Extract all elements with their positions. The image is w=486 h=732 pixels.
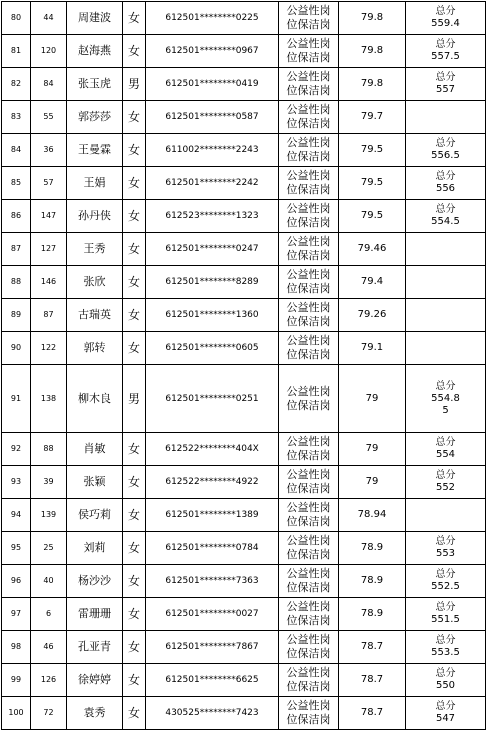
row-number-cell: 91 xyxy=(2,365,31,433)
score-cell: 79 xyxy=(339,433,406,466)
total-line: 总分 xyxy=(435,569,456,580)
position-line: 公益性岗 xyxy=(286,501,331,514)
table-row xyxy=(2,2,486,35)
id-number-cell: 612501********6625 xyxy=(146,664,279,697)
position-cell xyxy=(279,68,339,101)
score-cell: 78.94 xyxy=(339,499,406,532)
total-line: 总分 xyxy=(435,602,456,613)
id-number-cell: 612501********8289 xyxy=(146,266,279,299)
total-cell xyxy=(406,631,486,664)
id-number-cell: 612501********0247 xyxy=(146,233,279,266)
total-cell xyxy=(406,233,486,266)
id-number-cell: 612501********0251 xyxy=(146,365,279,433)
total-line: 557.5 xyxy=(431,51,460,62)
row-number-cell: 81 xyxy=(2,35,31,68)
table-row xyxy=(2,101,486,134)
gender-cell: 女 xyxy=(123,266,146,299)
name-cell: 郭转 xyxy=(67,332,123,365)
total-line: 总分 xyxy=(435,701,456,712)
sequence-cell: 57 xyxy=(31,167,67,200)
total-line: 556 xyxy=(435,183,456,194)
row-number-cell: 84 xyxy=(2,134,31,167)
sequence-cell: 44 xyxy=(31,2,67,35)
gender-cell: 女 xyxy=(123,565,146,598)
sequence-cell: 139 xyxy=(31,499,67,532)
position-line: 位保洁岗 xyxy=(286,282,331,295)
sequence-cell: 39 xyxy=(31,466,67,499)
total-cell xyxy=(406,598,486,631)
id-number-cell: 430525********7423 xyxy=(146,697,279,730)
name-cell: 王娟 xyxy=(67,167,123,200)
position-line: 公益性岗 xyxy=(286,301,331,314)
position-cell xyxy=(279,266,339,299)
table-row xyxy=(2,332,486,365)
gender-cell: 女 xyxy=(123,598,146,631)
name-cell: 杨沙沙 xyxy=(67,565,123,598)
position-cell xyxy=(279,299,339,332)
total-line: 总分 xyxy=(435,470,456,481)
sequence-cell: 88 xyxy=(31,433,67,466)
position-line: 位保洁岗 xyxy=(286,647,331,660)
total-line: 总分 xyxy=(435,171,456,182)
position-cell xyxy=(279,200,339,233)
total-cell xyxy=(406,433,486,466)
position-line: 位保洁岗 xyxy=(286,713,331,726)
position-cell xyxy=(279,532,339,565)
gender-cell: 男 xyxy=(123,68,146,101)
position-line: 公益性岗 xyxy=(286,666,331,679)
total-cell xyxy=(406,101,486,134)
row-number-cell: 85 xyxy=(2,167,31,200)
position-line: 公益性岗 xyxy=(286,4,331,17)
table-row xyxy=(2,233,486,266)
sequence-cell: 147 xyxy=(31,200,67,233)
table-row xyxy=(2,68,486,101)
position-line: 公益性岗 xyxy=(286,103,331,116)
gender-cell: 女 xyxy=(123,532,146,565)
id-number-cell: 612501********0225 xyxy=(146,2,279,35)
gender-cell: 女 xyxy=(123,697,146,730)
total-line: 556.5 xyxy=(431,150,460,161)
score-cell: 78.9 xyxy=(339,598,406,631)
position-line: 位保洁岗 xyxy=(286,398,331,412)
position-cell xyxy=(279,35,339,68)
total-cell xyxy=(406,134,486,167)
score-cell: 79.26 xyxy=(339,299,406,332)
score-cell: 79.5 xyxy=(339,200,406,233)
total-line: 554.8 xyxy=(431,392,460,404)
row-number-cell: 93 xyxy=(2,466,31,499)
table-row xyxy=(2,631,486,664)
gender-cell: 女 xyxy=(123,200,146,233)
sequence-cell: 40 xyxy=(31,565,67,598)
position-line: 公益性岗 xyxy=(286,70,331,83)
row-number-cell: 96 xyxy=(2,565,31,598)
name-cell: 张颖 xyxy=(67,466,123,499)
name-cell: 孔亚青 xyxy=(67,631,123,664)
table-row xyxy=(2,365,486,433)
total-line: 总分 xyxy=(435,72,456,83)
total-cell xyxy=(406,664,486,697)
id-number-cell: 612501********1360 xyxy=(146,299,279,332)
total-line: 559.4 xyxy=(431,18,460,29)
table-row xyxy=(2,433,486,466)
id-number-cell: 612501********7363 xyxy=(146,565,279,598)
position-line: 公益性岗 xyxy=(286,699,331,712)
row-number-cell: 98 xyxy=(2,631,31,664)
position-line: 位保洁岗 xyxy=(286,614,331,627)
total-line: 总分 xyxy=(435,635,456,646)
position-line: 公益性岗 xyxy=(286,384,331,398)
name-cell: 徐婷婷 xyxy=(67,664,123,697)
results-table-body xyxy=(2,2,486,730)
position-cell xyxy=(279,466,339,499)
total-line: 553 xyxy=(435,548,456,559)
position-line: 公益性岗 xyxy=(286,37,331,50)
id-number-cell: 612522********404X xyxy=(146,433,279,466)
gender-cell: 女 xyxy=(123,299,146,332)
gender-cell: 女 xyxy=(123,233,146,266)
score-cell: 78.7 xyxy=(339,631,406,664)
score-cell: 79.7 xyxy=(339,101,406,134)
total-line: 总分 xyxy=(435,380,456,392)
score-cell: 79.5 xyxy=(339,134,406,167)
row-number-cell: 88 xyxy=(2,266,31,299)
total-line: 总分 xyxy=(435,668,456,679)
total-cell xyxy=(406,167,486,200)
position-cell xyxy=(279,664,339,697)
sequence-cell: 146 xyxy=(31,266,67,299)
row-number-cell: 99 xyxy=(2,664,31,697)
position-line: 位保洁岗 xyxy=(286,117,331,130)
position-line: 公益性岗 xyxy=(286,435,331,448)
sequence-cell: 6 xyxy=(31,598,67,631)
id-number-cell: 612522********4922 xyxy=(146,466,279,499)
table-row xyxy=(2,598,486,631)
position-line: 公益性岗 xyxy=(286,567,331,580)
id-number-cell: 612501********0027 xyxy=(146,598,279,631)
name-cell: 古瑞英 xyxy=(67,299,123,332)
name-cell: 王曼霖 xyxy=(67,134,123,167)
table-row xyxy=(2,200,486,233)
sequence-cell: 120 xyxy=(31,35,67,68)
total-line: 总分 xyxy=(435,536,456,547)
sequence-cell: 72 xyxy=(31,697,67,730)
table-row xyxy=(2,499,486,532)
id-number-cell: 612501********1389 xyxy=(146,499,279,532)
score-cell: 78.7 xyxy=(339,664,406,697)
position-line: 公益性岗 xyxy=(286,468,331,481)
total-cell xyxy=(406,499,486,532)
name-cell: 郭莎莎 xyxy=(67,101,123,134)
row-number-cell: 86 xyxy=(2,200,31,233)
position-cell xyxy=(279,697,339,730)
position-line: 公益性岗 xyxy=(286,633,331,646)
id-number-cell: 612501********7867 xyxy=(146,631,279,664)
gender-cell: 男 xyxy=(123,365,146,433)
sequence-cell: 36 xyxy=(31,134,67,167)
total-cell xyxy=(406,68,486,101)
position-line: 位保洁岗 xyxy=(286,51,331,64)
score-cell: 79.8 xyxy=(339,35,406,68)
position-cell xyxy=(279,631,339,664)
total-cell xyxy=(406,697,486,730)
score-cell: 79.1 xyxy=(339,332,406,365)
name-cell: 张玉虎 xyxy=(67,68,123,101)
position-line: 位保洁岗 xyxy=(286,548,331,561)
name-cell: 侯巧莉 xyxy=(67,499,123,532)
position-line: 公益性岗 xyxy=(286,235,331,248)
total-cell xyxy=(406,35,486,68)
total-line: 551.5 xyxy=(431,614,460,625)
position-line: 位保洁岗 xyxy=(286,315,331,328)
total-cell xyxy=(406,299,486,332)
gender-cell: 女 xyxy=(123,332,146,365)
id-number-cell: 611002********2243 xyxy=(146,134,279,167)
total-cell xyxy=(406,266,486,299)
row-number-cell: 80 xyxy=(2,2,31,35)
gender-cell: 女 xyxy=(123,134,146,167)
total-line: 554 xyxy=(435,449,456,460)
total-line: 总分 xyxy=(435,204,456,215)
total-line: 554.5 xyxy=(431,216,460,227)
position-cell xyxy=(279,332,339,365)
table-row xyxy=(2,565,486,598)
score-cell: 79.4 xyxy=(339,266,406,299)
total-line: 547 xyxy=(435,713,456,724)
name-cell: 雷珊珊 xyxy=(67,598,123,631)
gender-cell: 女 xyxy=(123,35,146,68)
table-row xyxy=(2,299,486,332)
name-cell: 赵海燕 xyxy=(67,35,123,68)
total-line: 总分 xyxy=(435,6,456,17)
name-cell: 王秀 xyxy=(67,233,123,266)
table-row xyxy=(2,35,486,68)
position-line: 公益性岗 xyxy=(286,202,331,215)
score-cell: 79.8 xyxy=(339,68,406,101)
table-row xyxy=(2,466,486,499)
position-line: 位保洁岗 xyxy=(286,249,331,262)
position-line: 位保洁岗 xyxy=(286,348,331,361)
position-cell xyxy=(279,598,339,631)
position-cell xyxy=(279,499,339,532)
score-cell: 78.7 xyxy=(339,697,406,730)
position-line: 位保洁岗 xyxy=(286,449,331,462)
row-number-cell: 100 xyxy=(2,697,31,730)
row-number-cell: 87 xyxy=(2,233,31,266)
row-number-cell: 95 xyxy=(2,532,31,565)
gender-cell: 女 xyxy=(123,631,146,664)
position-line: 公益性岗 xyxy=(286,534,331,547)
score-cell: 79.8 xyxy=(339,2,406,35)
total-cell xyxy=(406,200,486,233)
gender-cell: 女 xyxy=(123,2,146,35)
name-cell: 肖敏 xyxy=(67,433,123,466)
id-number-cell: 612501********0587 xyxy=(146,101,279,134)
position-line: 公益性岗 xyxy=(286,600,331,613)
total-cell xyxy=(406,365,486,433)
name-cell: 张欣 xyxy=(67,266,123,299)
score-cell: 78.9 xyxy=(339,565,406,598)
name-cell: 袁秀 xyxy=(67,697,123,730)
sequence-cell: 46 xyxy=(31,631,67,664)
total-line: 总分 xyxy=(435,138,456,149)
table-row xyxy=(2,697,486,730)
position-cell xyxy=(279,365,339,433)
gender-cell: 女 xyxy=(123,466,146,499)
id-number-cell: 612501********0605 xyxy=(146,332,279,365)
score-cell: 79.5 xyxy=(339,167,406,200)
name-cell: 孙丹侠 xyxy=(67,200,123,233)
table-row xyxy=(2,664,486,697)
position-line: 位保洁岗 xyxy=(286,150,331,163)
position-line: 位保洁岗 xyxy=(286,482,331,495)
sequence-cell: 122 xyxy=(31,332,67,365)
gender-cell: 女 xyxy=(123,167,146,200)
row-number-cell: 90 xyxy=(2,332,31,365)
position-line: 位保洁岗 xyxy=(286,581,331,594)
name-cell: 周建波 xyxy=(67,2,123,35)
position-cell xyxy=(279,101,339,134)
total-cell xyxy=(406,332,486,365)
sequence-cell: 126 xyxy=(31,664,67,697)
sequence-cell: 127 xyxy=(31,233,67,266)
total-line: 550 xyxy=(435,680,456,691)
score-cell: 79.46 xyxy=(339,233,406,266)
position-cell xyxy=(279,134,339,167)
total-line: 552 xyxy=(435,482,456,493)
total-line: 总分 xyxy=(435,437,456,448)
sequence-cell: 55 xyxy=(31,101,67,134)
total-cell xyxy=(406,565,486,598)
total-cell xyxy=(406,532,486,565)
name-cell: 柳木良 xyxy=(67,365,123,433)
table-row xyxy=(2,167,486,200)
gender-cell: 女 xyxy=(123,101,146,134)
position-line: 位保洁岗 xyxy=(286,18,331,31)
total-line: 552.5 xyxy=(431,581,460,592)
position-line: 公益性岗 xyxy=(286,169,331,182)
total-line: 553.5 xyxy=(431,647,460,658)
total-line: 总分 xyxy=(435,39,456,50)
total-line: 5 xyxy=(442,404,449,416)
gender-cell: 女 xyxy=(123,433,146,466)
total-cell xyxy=(406,2,486,35)
score-cell: 79 xyxy=(339,466,406,499)
score-cell: 79 xyxy=(339,365,406,433)
total-cell xyxy=(406,466,486,499)
row-number-cell: 82 xyxy=(2,68,31,101)
position-line: 位保洁岗 xyxy=(286,216,331,229)
table-row xyxy=(2,532,486,565)
position-line: 公益性岗 xyxy=(286,334,331,347)
row-number-cell: 94 xyxy=(2,499,31,532)
position-line: 公益性岗 xyxy=(286,268,331,281)
id-number-cell: 612501********0967 xyxy=(146,35,279,68)
total-line: 557 xyxy=(435,84,456,95)
results-table xyxy=(1,1,486,730)
sequence-cell: 84 xyxy=(31,68,67,101)
row-number-cell: 83 xyxy=(2,101,31,134)
row-number-cell: 92 xyxy=(2,433,31,466)
position-cell xyxy=(279,433,339,466)
id-number-cell: 612501********2242 xyxy=(146,167,279,200)
score-cell: 78.9 xyxy=(339,532,406,565)
table-row xyxy=(2,266,486,299)
id-number-cell: 612501********0419 xyxy=(146,68,279,101)
sequence-cell: 25 xyxy=(31,532,67,565)
id-number-cell: 612523********1323 xyxy=(146,200,279,233)
id-number-cell: 612501********0784 xyxy=(146,532,279,565)
row-number-cell: 89 xyxy=(2,299,31,332)
position-line: 位保洁岗 xyxy=(286,515,331,528)
position-cell xyxy=(279,2,339,35)
gender-cell: 女 xyxy=(123,499,146,532)
position-line: 位保洁岗 xyxy=(286,680,331,693)
position-line: 位保洁岗 xyxy=(286,183,331,196)
position-cell xyxy=(279,233,339,266)
table-row xyxy=(2,134,486,167)
sequence-cell: 138 xyxy=(31,365,67,433)
sequence-cell: 87 xyxy=(31,299,67,332)
row-number-cell: 97 xyxy=(2,598,31,631)
position-cell xyxy=(279,167,339,200)
position-line: 公益性岗 xyxy=(286,136,331,149)
gender-cell: 女 xyxy=(123,664,146,697)
position-cell xyxy=(279,565,339,598)
name-cell: 刘莉 xyxy=(67,532,123,565)
position-line: 位保洁岗 xyxy=(286,84,331,97)
